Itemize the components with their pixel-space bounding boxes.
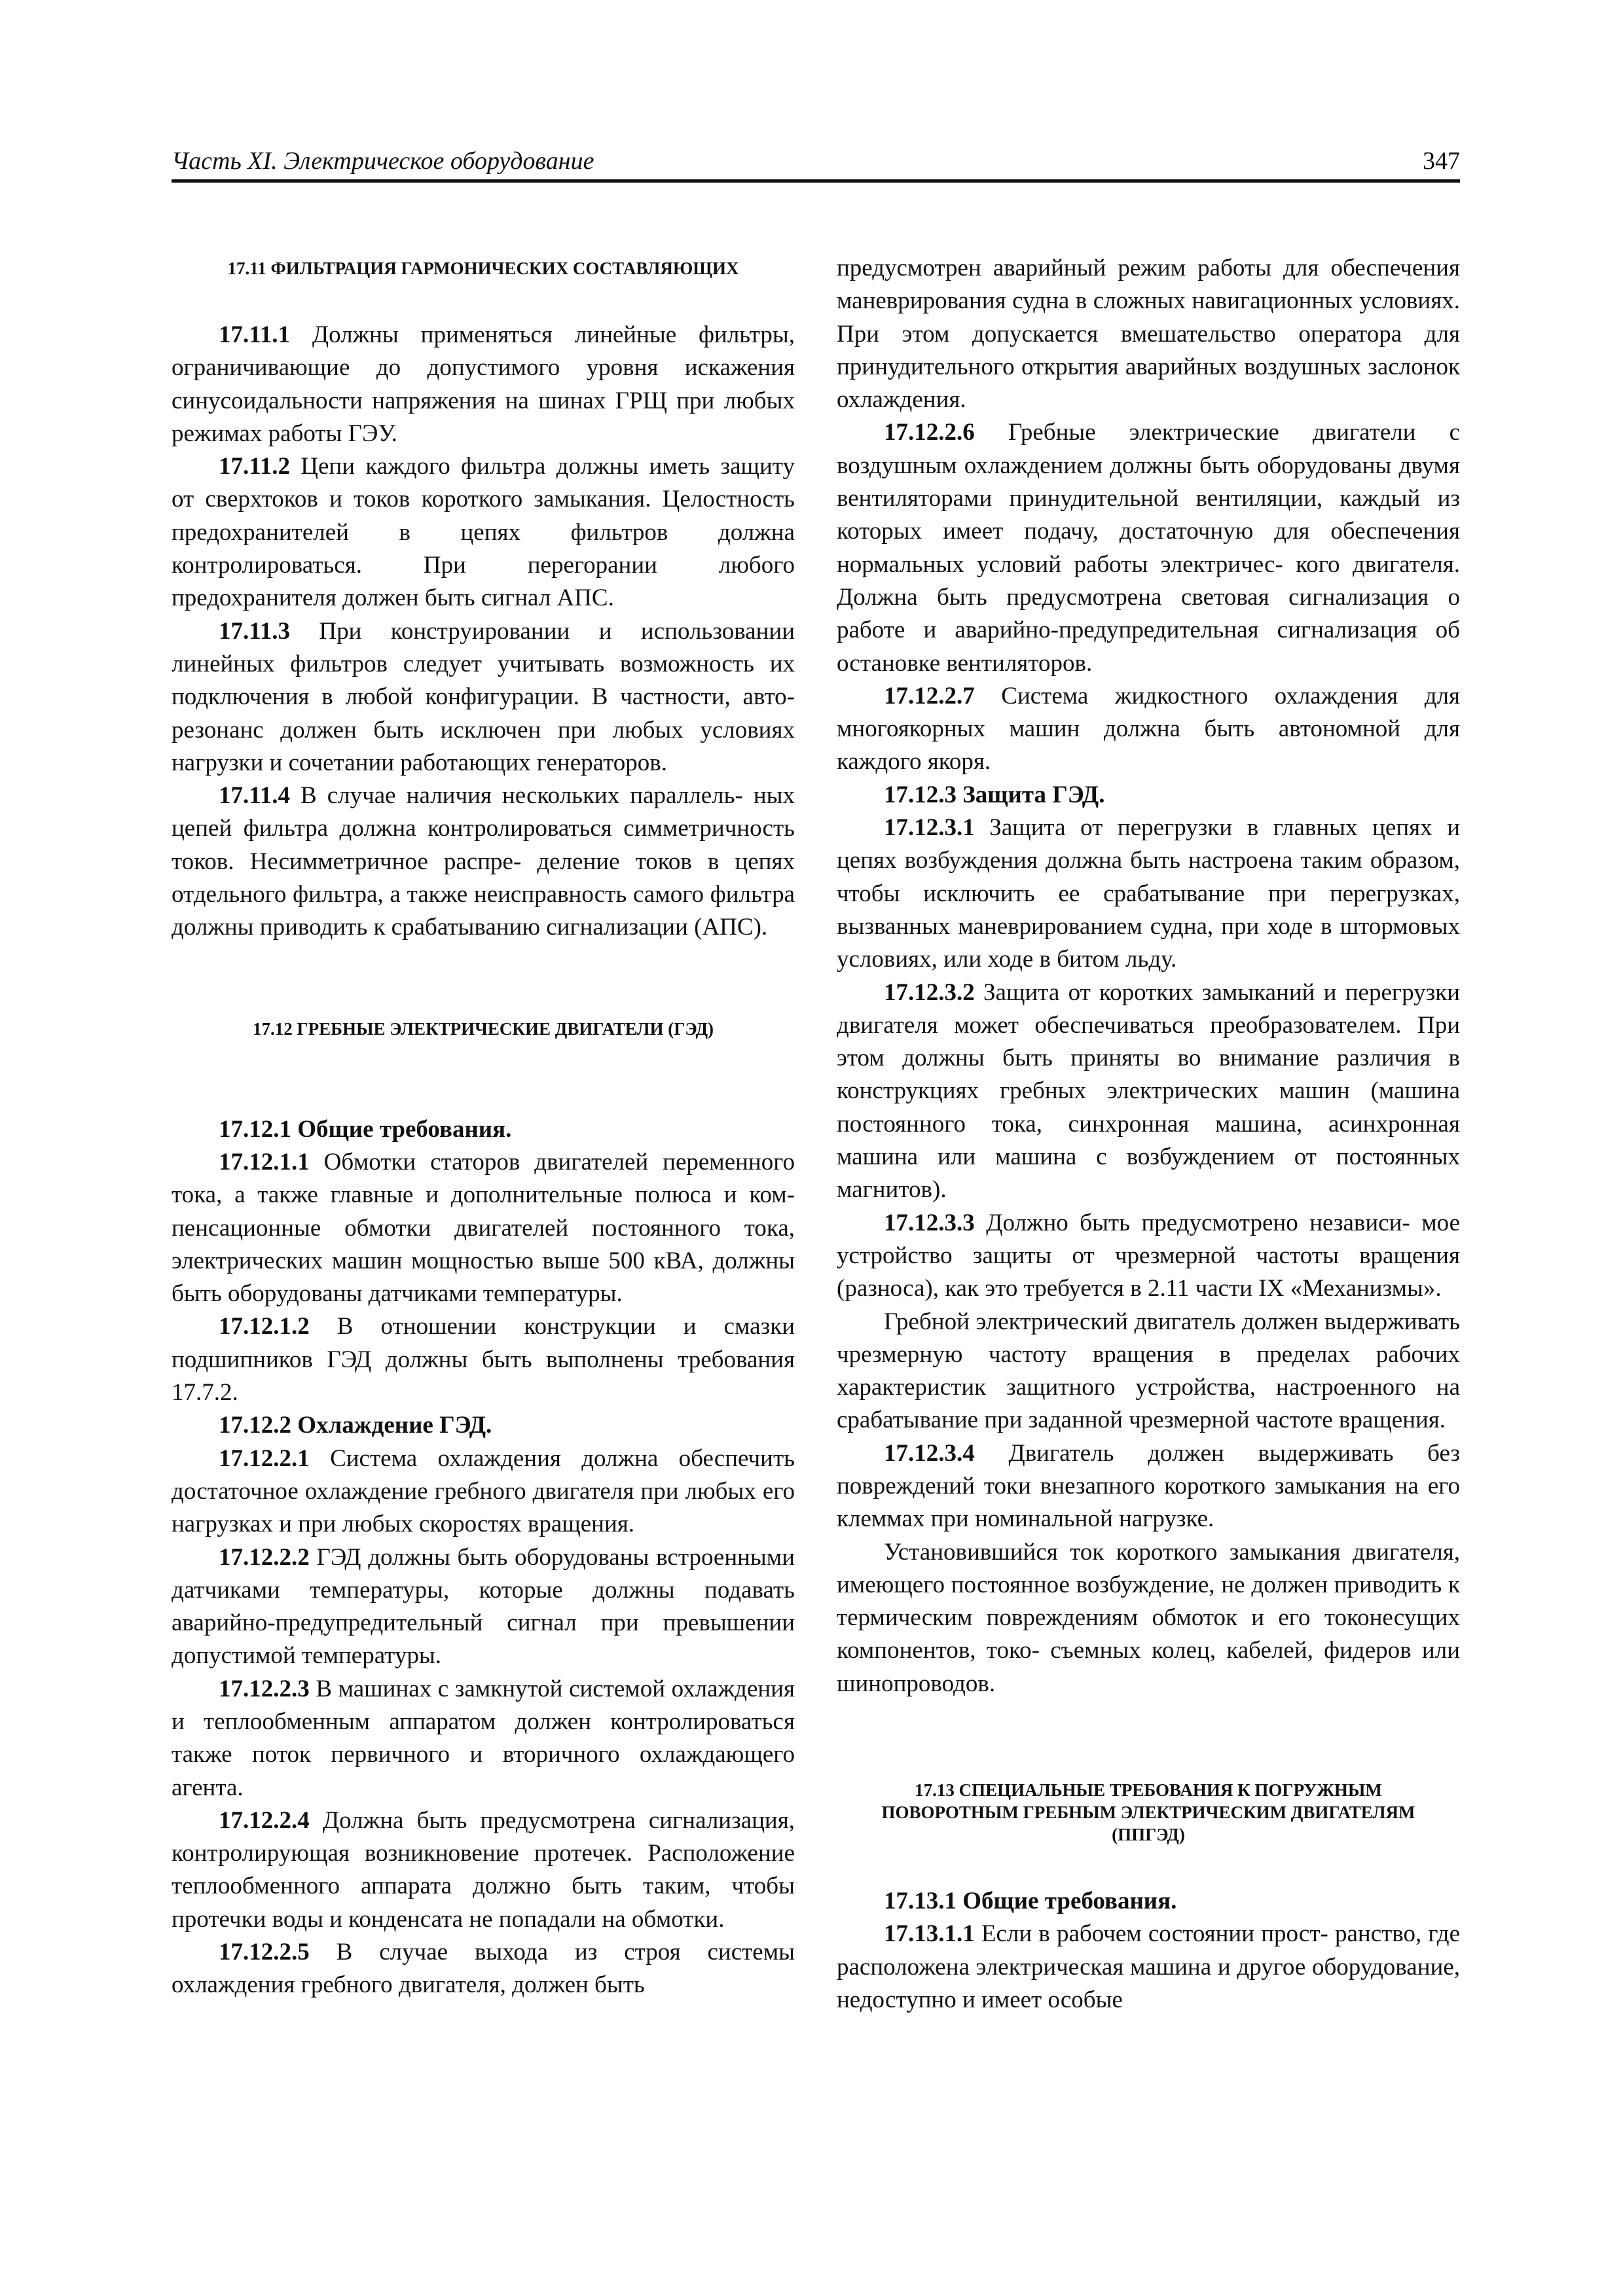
page-number: 347 (1423, 147, 1460, 175)
subsection-heading: 17.12.3 Защита ГЭД. (884, 781, 1105, 808)
paragraph: 17.12.3.2 Защита от коротких замыканий и перегрузки двигателя может обеспечиваться преобразователем. При этом должны быть приняты во внимание различия в конструкциях гребных электрических машин (машина постоянного тока, синхронная машина, асинхронная машина или машина с возбуждением от постоянных магнитов). (837, 978, 1460, 1204)
section-title-17-13: 17.13 СПЕЦИАЛЬНЫЕ ТРЕБОВАНИЯ К ПОГРУЖНЫМ ПОВОРОТНЫМ ГРЕБНЫМ ЭЛЕКТРИЧЕСКИМ ДВИГАТЕЛЯМ (ППГЭД) (881, 1780, 1415, 1845)
paragraph-continued: предусмотрен аварийный режим работы для обеспечения маневрирования судна в сложных навигационных условиях. При этом допускается вмешательство оператора для принудительного открытия аварийных воздушных заслонок охлаждения. (837, 255, 1460, 414)
page-header (172, 145, 1460, 183)
paragraph: 17.12.2.1 Система охлаждения должна обеспечить достаточное охлаждение гребного двигателя при любых его нагрузках и при любых скоростях вращения. (172, 1444, 795, 1538)
paragraph: 17.12.3.1 Защита от перегрузки в главных цепях и цепях возбуждения должна быть настроена таким образом, чтобы исключить ее срабатывание при перегрузках, вызванных маневрированием судна, при ходе в штормовых условиях, или ходе в битом льду. (837, 814, 1460, 973)
subsection-heading: 17.13.1 Общие требования. (884, 1888, 1177, 1915)
paragraph: 17.12.2.4 Должна быть предусмотрена сигнализация, контролирующая возникновение протечек. Расположение теплообменного аппарата должно быть таким, чтобы протечки воды и конденсата не попадали на обмотки. (172, 1806, 795, 1933)
paragraph: 17.11.1 Должны применяться линейные фильтры, ограничивающие до допустимого уровня искажения синусоидальности напряжения на шинах ГРЩ при любых режимах работы ГЭУ. (172, 321, 795, 447)
paragraph: 17.11.3 При конструировании и использовании линейных фильтров следует учитывать возможность их подключения в любой конфигурации. В частности, авто- резонанс должен быть исключен при любых условиях нагрузки и сочетании работающих генераторов. (172, 617, 795, 776)
paragraph: Установившийся ток короткого замыкания двигателя, имеющего постоянное возбуждение, не должен приводить к термическим повреждениям обмоток и его токонесущих компонентов, токо- съемных колец, кабелей, фидеров или шинопроводов. (837, 1538, 1460, 1697)
paragraph: 17.12.1.1 Обмотки статоров двигателей переменного тока, а также главные и дополнительные полюса и ком- пенсационные обмотки двигателей постоянного тока, электрических машин мощностью выше 500 кВА, должны быть оборудованы датчиками температуры. (172, 1148, 795, 1308)
subsection-heading: 17.12.1 Общие требования. (219, 1115, 512, 1143)
running-title: Часть XI. Электрическое оборудование (172, 147, 594, 175)
subsection-heading: 17.12.2 Охлаждение ГЭД. (219, 1412, 492, 1439)
paragraph: Гребной электрический двигатель должен выдерживать чрезмерную частоту вращения в пределах рабочих характеристик защитного устройства, настроенного на срабатывание при заданной чрезмерной частоте вращения. (837, 1308, 1460, 1434)
paragraph: 17.12.2.7 Система жидкостного охлаждения для многоякорных машин должна быть автономной для каждого якоря. (837, 682, 1460, 776)
paragraph: 17.12.2.2 ГЭД должны быть оборудованы встроенными датчиками температуры, которые должны подавать аварийно-предупредительный сигнал при превышении допустимой температуры. (172, 1543, 795, 1670)
paragraph: 17.12.2.3 В машинах с замкнутой системой охлаждения и теплообменным аппаратом должен контролироваться также поток первичного и вторичного охлаждающего агента. (172, 1675, 795, 1801)
right-column (837, 252, 1460, 2017)
section-title-17-11: 17.11 ФИЛЬТРАЦИЯ ГАРМОНИЧЕСКИХ СОСТАВЛЯЮЩИХ (227, 259, 739, 278)
left-column (172, 252, 795, 2002)
paragraph: 17.11.2 Цепи каждого фильтра должны иметь защиту от сверхтоков и токов короткого замыкания. Целостность предохранителей в цепях фильтров должна контролироваться. При перегорании любого предохранителя должен быть сигнал АПС. (172, 453, 795, 612)
paragraph: 17.12.2.5 В случае выхода из строя системы охлаждения гребного двигателя, должен быть (172, 1939, 795, 1999)
paragraph: 17.12.3.3 Должно быть предусмотрено независи- мое устройство защиты от чрезмерной частоты вращения (разноса), как это требуется в 2.11 части IX «Механизмы». (837, 1209, 1460, 1302)
section-title-17-12: 17.12 ГРЕБНЫЕ ЭЛЕКТРИЧЕСКИЕ ДВИГАТЕЛИ (ГЭД) (252, 1018, 714, 1039)
paragraph: 17.12.1.2 В отношении конструкции и смазки подшипников ГЭД должны быть выполнены требования 17.7.2. (172, 1313, 795, 1407)
paragraph: 17.13.1.1 Если в рабочем состоянии прост- ранство, где расположена электрическая машина и другое оборудование, недоступно и имеет особые (837, 1920, 1460, 2013)
paragraph: 17.12.3.4 Двигатель должен выдерживать без повреждений токи внезапного короткого замыкания на его клеммах при номинальной нагрузке. (837, 1439, 1460, 1533)
paragraph: 17.12.2.6 Гребные электрические двигатели с воздушным охлаждением должны быть оборудованы двумя вентиляторами принудительной вентиляции, каждый из которых имеет подачу, достаточную для обеспечения нормальных условий работы электричес- кого двигателя. Должна быть предусмотрена световая сигнализация о работе и аварийно-предупредительная сигнализация об остановке вентиляторов. (837, 419, 1460, 677)
paragraph: 17.11.4 В случае наличия нескольких параллель- ных цепей фильтра должна контролироваться симметричность токов. Несимметричное распре- деление токов в цепях отдельного фильтра, а также неисправность самого фильтра должны приводить к срабатыванию сигнализации (АПС). (172, 782, 795, 941)
